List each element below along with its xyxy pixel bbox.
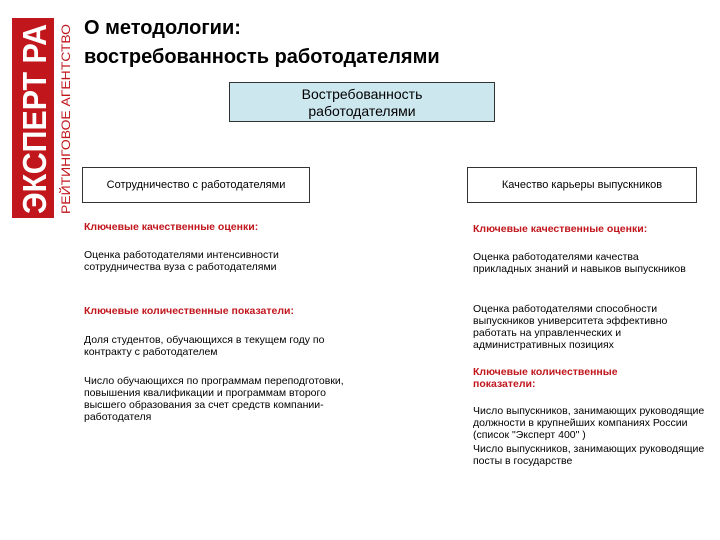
logo-graphic [12, 18, 78, 218]
right-quantitative-item-1: Число выпускников, занимающих руководящие должности в крупнейших компаниях России (список "Эксперт 400" ) [473, 405, 705, 441]
central-concept-line-1: Востребованность [301, 86, 423, 102]
title-line-1: О методологии: [84, 17, 241, 39]
left-column-header-box: Сотрудничество с работодателями [82, 167, 310, 203]
central-concept-line-2: работодателями [308, 103, 416, 119]
left-qualitative-item: Оценка работодателями интенсивности сотрудничества вуза с работодателями [84, 249, 279, 273]
page-title [84, 14, 684, 72]
left-quantitative-item-1: Доля студентов, обучающихся в текущем году по контракту с работодателем [84, 334, 325, 358]
expert-ra-logo [12, 18, 78, 218]
right-quantitative-heading: Ключевые количественные показатели: [473, 366, 618, 390]
title-line-2: востребованность работодателями [84, 46, 440, 68]
central-concept-box [229, 82, 495, 122]
right-qualitative-heading: Ключевые качественные оценки: [473, 223, 648, 235]
left-qualitative-heading: Ключевые качественные оценки: [84, 221, 259, 233]
left-quantitative-item-2: Число обучающихся по программам переподготовки, повышения квалификации и программам второго высшего образования за счет средств компании-работодателя [84, 375, 344, 423]
right-qualitative-item-1: Оценка работодателями качества прикладных знаний и навыков выпускников [473, 251, 686, 275]
left-quantitative-heading: Ключевые количественные показатели: [84, 305, 294, 317]
logo-subtitle: РЕЙТИНГОВОЕ АГЕНТСТВО [59, 50, 73, 214]
right-quantitative-item-2: Число выпускников, занимающих руководящие посты в государстве [473, 443, 705, 467]
logo-word: ЭКСПЕРТ РА [16, 18, 53, 214]
right-column-header-box: Качество карьеры выпускников [467, 167, 697, 203]
right-qualitative-item-2: Оценка работодателями способности выпускников университета эффективно работать на управленческих и административных позициях [473, 303, 668, 351]
